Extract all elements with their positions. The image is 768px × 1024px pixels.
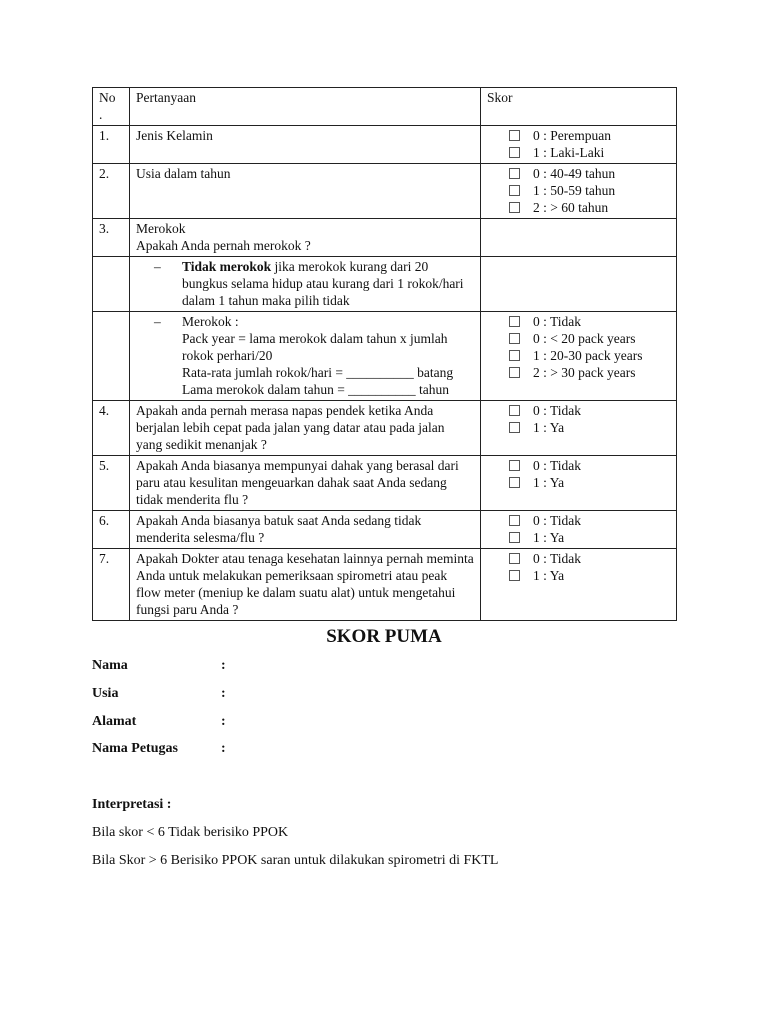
- row-number: 1.: [93, 126, 130, 164]
- header-score: Skor: [481, 88, 677, 126]
- row-options: [481, 312, 677, 401]
- checkbox-icon[interactable]: [509, 367, 520, 378]
- option[interactable]: [487, 330, 670, 347]
- table-row: [93, 257, 677, 312]
- option[interactable]: [487, 457, 670, 474]
- dash-bullet: –: [154, 314, 161, 329]
- row-options: [481, 511, 677, 549]
- table-row: [93, 312, 677, 401]
- row-number: [93, 312, 130, 401]
- option-label: 0 : Tidak: [533, 314, 582, 329]
- row-number: 2.: [93, 164, 130, 219]
- row-question: Apakah anda pernah merasa napas pendek ketika Anda berjalan lebih cepat pada jalan yang datar atau pada jalan yang sedikit menanjak ?: [130, 401, 481, 456]
- option[interactable]: [487, 529, 670, 546]
- row-question: [130, 257, 481, 312]
- row-number: 3.: [93, 219, 130, 257]
- option[interactable]: [487, 127, 670, 144]
- checkbox-icon[interactable]: [509, 185, 520, 196]
- checkbox-icon[interactable]: [509, 130, 520, 141]
- option[interactable]: [487, 347, 670, 364]
- sub-line: Pack year = lama merokok dalam tahun x jumlah rokok perhari/20: [182, 331, 448, 363]
- option-label: 0 : < 20 pack years: [533, 331, 636, 346]
- row-options: [481, 257, 677, 312]
- option[interactable]: [487, 313, 670, 330]
- checkbox-icon[interactable]: [509, 202, 520, 213]
- row-question: Usia dalam tahun: [130, 164, 481, 219]
- option-label: 0 : 40-49 tahun: [533, 166, 616, 181]
- option-label: 0 : Tidak: [533, 403, 582, 418]
- row-options: [481, 164, 677, 219]
- option[interactable]: [487, 550, 670, 567]
- row-number: 6.: [93, 511, 130, 549]
- table-row: [93, 456, 677, 511]
- field-label: Nama: [92, 658, 128, 673]
- page-title: SKOR PUMA: [326, 626, 442, 647]
- dash-bullet: –: [154, 259, 161, 274]
- checkbox-icon[interactable]: [509, 147, 520, 158]
- checkbox-icon[interactable]: [509, 350, 520, 361]
- row-question: [130, 219, 481, 257]
- checkbox-icon[interactable]: [509, 422, 520, 433]
- field-colon: :: [221, 714, 226, 729]
- option-label: 2 : > 60 tahun: [533, 200, 609, 215]
- sub-item-rest: jika merokok kurang dari 20 bungkus selama hidup atau kurang dari 1 rokok/hari dalam 1 tahun maka pilih tidak: [182, 259, 464, 308]
- field-nama: [92, 658, 226, 674]
- row-question: Apakah Anda biasanya mempunyai dahak yang berasal dari paru atau kesulitan mengeuarkan dahak saat Anda sedang tidak menderita flu ?: [130, 456, 481, 511]
- option-label: 0 : Perempuan: [533, 128, 611, 143]
- sub-item-text: [182, 258, 474, 309]
- option-label: 1 : 50-59 tahun: [533, 183, 616, 198]
- checkbox-icon[interactable]: [509, 515, 520, 526]
- header-no: [93, 88, 130, 126]
- option-label: 1 : Ya: [533, 568, 565, 583]
- field-label: Alamat: [92, 714, 137, 729]
- row-number: [93, 257, 130, 312]
- option-label: 1 : Laki-Laki: [533, 145, 605, 160]
- sub-item: [136, 313, 474, 398]
- checkbox-icon[interactable]: [509, 570, 520, 581]
- option[interactable]: [487, 474, 670, 491]
- option-label: 0 : Tidak: [533, 513, 582, 528]
- interpretation-line: Bila skor < 6 Tidak berisiko PPOK: [92, 825, 289, 840]
- row-options: [481, 219, 677, 257]
- checkbox-icon[interactable]: [509, 532, 520, 543]
- row-options: [481, 401, 677, 456]
- option-label: 0 : Tidak: [533, 458, 582, 473]
- table-row: [93, 126, 677, 164]
- row-question: [130, 312, 481, 401]
- header-no-text: No: [99, 90, 116, 105]
- table-row: [93, 401, 677, 456]
- interpretation-line: Bila Skor > 6 Berisiko PPOK saran untuk dilakukan spirometri di FKTL: [92, 853, 499, 868]
- sub-line: Merokok :: [182, 314, 239, 329]
- option-label: 0 : Tidak: [533, 551, 582, 566]
- option-label: 1 : Ya: [533, 475, 565, 490]
- table-header-row: [93, 88, 677, 126]
- field-usia: [92, 686, 226, 702]
- field-nama-petugas: [92, 741, 226, 757]
- option[interactable]: [487, 364, 670, 381]
- field-alamat: [92, 714, 226, 730]
- checkbox-icon[interactable]: [509, 333, 520, 344]
- puma-questionnaire-table: [92, 87, 677, 621]
- checkbox-icon[interactable]: [509, 460, 520, 471]
- field-colon: :: [221, 658, 226, 673]
- option-label: 2 : > 30 pack years: [533, 365, 636, 380]
- field-label: Usia: [92, 686, 119, 701]
- row-number: 5.: [93, 456, 130, 511]
- question-line: Apakah Anda pernah merokok ?: [136, 238, 311, 253]
- option[interactable]: [487, 419, 670, 436]
- header-question: Pertanyaan: [130, 88, 481, 126]
- option-label: 1 : Ya: [533, 420, 565, 435]
- checkbox-icon[interactable]: [509, 405, 520, 416]
- option[interactable]: [487, 402, 670, 419]
- table-row: [93, 219, 677, 257]
- sub-line: Lama merokok dalam tahun = __________ tahun: [182, 382, 450, 397]
- checkbox-icon[interactable]: [509, 168, 520, 179]
- table-row: [93, 164, 677, 219]
- sub-line: Rata-rata jumlah rokok/hari = __________ batang: [182, 365, 454, 380]
- option[interactable]: [487, 512, 670, 529]
- field-colon: :: [221, 741, 226, 756]
- option-label: 1 : 20-30 pack years: [533, 348, 643, 363]
- option[interactable]: [487, 144, 670, 161]
- row-number: 4.: [93, 401, 130, 456]
- option[interactable]: [487, 182, 670, 199]
- table-row: [93, 549, 677, 621]
- option[interactable]: [487, 199, 670, 216]
- interpretation-heading: Interpretasi :: [92, 797, 172, 812]
- row-question: Apakah Dokter atau tenaga kesehatan lainnya pernah meminta Anda untuk melakukan pemeriksaan spirometri atau peak flow meter (meniup ke dalam suatu alat) untuk mengetahui fungsi paru Anda ?: [130, 549, 481, 621]
- bold-term: Tidak merokok: [182, 259, 272, 274]
- checkbox-icon[interactable]: [509, 477, 520, 488]
- option-label: 1 : Ya: [533, 530, 565, 545]
- row-question: Apakah Anda biasanya batuk saat Anda sedang tidak menderita selesma/flu ?: [130, 511, 481, 549]
- row-options: [481, 126, 677, 164]
- table-row: [93, 511, 677, 549]
- row-options: [481, 549, 677, 621]
- row-number: 7.: [93, 549, 130, 621]
- field-colon: :: [221, 686, 226, 701]
- row-options: [481, 456, 677, 511]
- field-label: Nama Petugas: [92, 741, 178, 756]
- sub-item: [136, 258, 474, 309]
- checkbox-icon[interactable]: [509, 316, 520, 327]
- option[interactable]: [487, 567, 670, 584]
- question-line: Merokok: [136, 221, 186, 236]
- row-question: Jenis Kelamin: [130, 126, 481, 164]
- header-no-dot: .: [99, 107, 103, 122]
- checkbox-icon[interactable]: [509, 553, 520, 564]
- option[interactable]: [487, 165, 670, 182]
- sub-item-text: [182, 313, 474, 398]
